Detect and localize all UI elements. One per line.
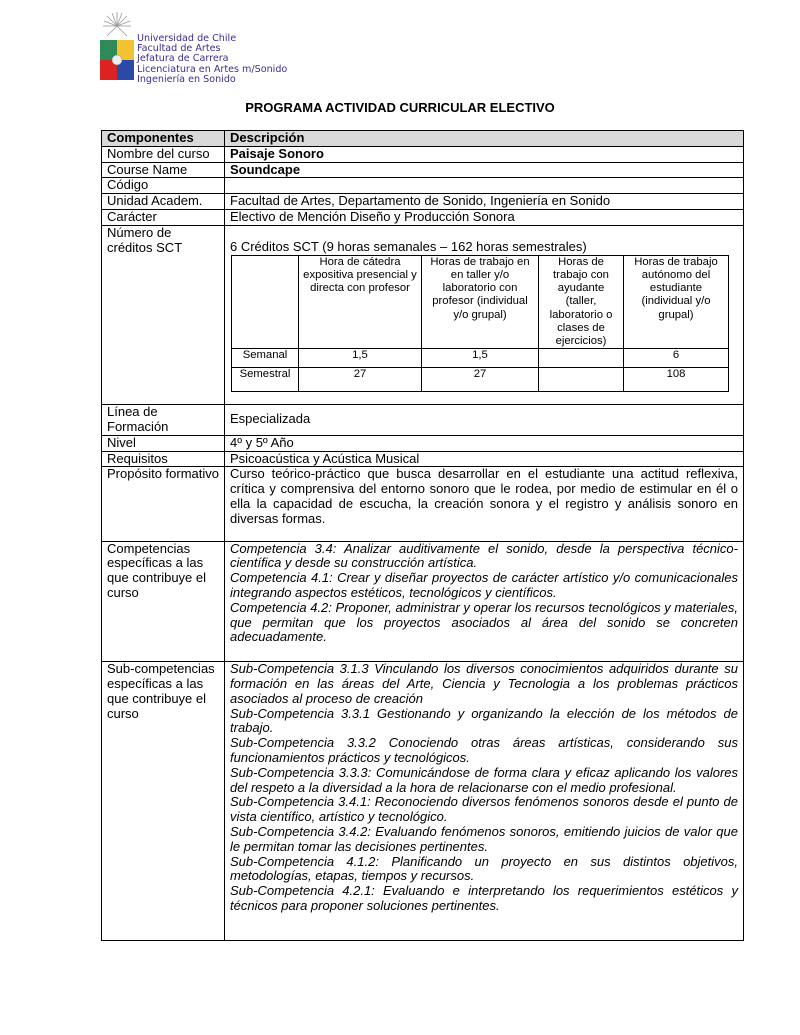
hours-cell: Semanal bbox=[232, 349, 299, 368]
competency-item: Competencia 4.2: Proponer, administrar y operar los recursos tecnológicos y materiales, que permitan que los proyectos asociados al área del sonido se concreten adecuadamente. bbox=[230, 599, 738, 645]
competency-item: Competencia 4.1: Crear y diseñar proyectos de carácter artístico y/o comunicacionales integrando aspectos estéticos, tecnológicos y científicos. bbox=[230, 570, 738, 600]
hours-row bbox=[232, 368, 729, 392]
row-value: Psicoacústica y Acústica Musical bbox=[225, 451, 744, 467]
table-row bbox=[102, 435, 744, 451]
logo-line: Licenciatura en Artes m/Sonido bbox=[137, 63, 288, 75]
table-row bbox=[102, 405, 744, 436]
row-value bbox=[225, 178, 744, 194]
header-description: Descripción bbox=[225, 131, 744, 147]
row-value bbox=[225, 225, 744, 404]
table-row bbox=[102, 225, 744, 404]
table-row bbox=[102, 162, 744, 178]
row-value: Paisaje Sonoro bbox=[225, 146, 744, 162]
row-label: Código bbox=[102, 178, 225, 194]
logo-line: Ingeniería en Sonido bbox=[137, 73, 236, 85]
logo-line: Universidad de Chile bbox=[137, 33, 237, 44]
row-value-text: Especializada bbox=[230, 411, 311, 427]
subcompetency-item: Sub-Competencia 3.4.2: Evaluando fenómenos sonoros, emitiendo juicios de valor que le permitan tomar las decisiones pertinentes. bbox=[230, 823, 738, 854]
subcompetency-item: Sub-Competencia 3.3.3: Comunicándose de forma clara y eficaz aplicando los valores del respeto a la diversidad a la hora de relacionarse con el medio profesional. bbox=[230, 764, 738, 795]
hours-header: Hora de cátedra expositiva presencial y directa con profesor bbox=[299, 255, 422, 348]
row-label: Nombre del curso bbox=[102, 146, 225, 162]
row-label: Course Name bbox=[102, 162, 225, 178]
hours-cell bbox=[539, 368, 624, 392]
row-value bbox=[225, 467, 744, 541]
hours-header: Horas de trabajo autónomo del estudiante (individual y/o grupal) bbox=[624, 255, 729, 348]
hours-cell: 108 bbox=[624, 368, 729, 392]
table-row bbox=[102, 467, 744, 541]
row-value bbox=[225, 541, 744, 662]
row-value bbox=[225, 662, 744, 941]
table-row bbox=[102, 194, 744, 210]
row-value: Electivo de Mención Diseño y Producción Sonora bbox=[225, 210, 744, 226]
subcompetency-item: Sub-Competencia 3.3.2 Conociendo otras áreas artísticas, considerando sus funcionamientos prácticos y tecnológicos. bbox=[230, 735, 738, 765]
table-header-row bbox=[102, 131, 744, 147]
hours-cell bbox=[539, 349, 624, 368]
hours-cell: 1,5 bbox=[422, 349, 539, 368]
row-value-text: Curso teórico-práctico que busca desarrollar en el estudiante una actitud reflexiva, crítica y comprensiva del entorno sonoro que le rodea, por medio de estimular en él o ella la capacidad de escucha, la creación sonora y el registro y análisis sonoro en diversas formas. bbox=[230, 466, 738, 526]
row-label: Número de créditos SCT bbox=[102, 225, 225, 404]
row-label: Requisitos bbox=[102, 451, 225, 467]
document-title: PROGRAMA ACTIVIDAD CURRICULAR ELECTIVO bbox=[245, 100, 555, 115]
row-value: Facultad de Artes, Departamento de Sonido, Ingeniería en Sonido bbox=[225, 194, 744, 210]
row-label: Línea de Formación bbox=[102, 405, 225, 436]
credits-text: 6 Créditos SCT (9 horas semanales – 162 horas semestrales) bbox=[230, 238, 587, 254]
table-row bbox=[102, 451, 744, 467]
logo-line: Jefatura de Carrera bbox=[137, 53, 229, 65]
hours-table bbox=[231, 255, 729, 392]
row-value: 4º y 5º Año bbox=[225, 435, 744, 451]
logo-text bbox=[137, 34, 287, 85]
row-value: Soundcape bbox=[225, 162, 744, 178]
row-label: Propósito formativo bbox=[102, 467, 225, 541]
hours-cell: 27 bbox=[299, 368, 422, 392]
subcompetency-item: Sub-Competencia 3.1.3 Vinculando los diversos conocimientos adquiridos durante su formación en las áreas del Arte, Ciencia y Tecnologia a los problemas prácticos asociados al proceso de creación bbox=[230, 661, 738, 706]
row-label: Nivel bbox=[102, 435, 225, 451]
header-components: Componentes bbox=[102, 131, 225, 147]
table-row bbox=[102, 146, 744, 162]
table-row bbox=[102, 662, 744, 941]
hours-cell: 6 bbox=[624, 349, 729, 368]
row-label: Carácter bbox=[102, 210, 225, 226]
table-row bbox=[102, 210, 744, 226]
row-label: Sub-competencias específicas a las que contribuye el curso bbox=[102, 662, 225, 941]
hours-cell: Semestral bbox=[232, 368, 299, 392]
row-label: Competencias específicas a las que contribuye el curso bbox=[102, 541, 225, 662]
logo-line: Facultad de Artes bbox=[137, 43, 221, 55]
row-label: Unidad Academ. bbox=[102, 194, 225, 210]
hours-cell: 1,5 bbox=[299, 349, 422, 368]
hours-header-row bbox=[232, 255, 729, 348]
table-row bbox=[102, 178, 744, 194]
hours-header bbox=[232, 255, 299, 348]
subcompetency-item: Sub-Competencia 4.1.2: Planificando un proyecto en sus distintos objetivos, metodologías, etapas, tiempos y recursos. bbox=[230, 853, 738, 884]
hours-header: Horas de trabajo con ayudante (taller, laboratorio o clases de ejercicios) bbox=[539, 255, 624, 348]
subcompetency-item: Sub-Competencia 4.2.1: Evaluando e interpretando los requerimientos estéticos y técnicos para proponer soluciones pertinentes. bbox=[230, 883, 738, 913]
table-row bbox=[102, 541, 744, 662]
hours-header: Horas de trabajo en en taller y/o laboratorio con profesor (individual y/o grupal) bbox=[422, 255, 539, 348]
row-value bbox=[225, 405, 744, 436]
hours-cell: 27 bbox=[422, 368, 539, 392]
hours-row bbox=[232, 349, 729, 368]
program-table bbox=[101, 130, 744, 941]
competency-item: Competencia 3.4: Analizar auditivamente el sonido, desde la perspectiva técnico-científica y desde su construcción artística. bbox=[230, 540, 738, 571]
subcompetency-item: Sub-Competencia 3.4.1: Reconociendo diversos fenómenos sonoros desde el punto de vista científico, artístico y tecnológico. bbox=[230, 794, 738, 825]
subcompetency-item: Sub-Competencia 3.3.1 Gestionando y organizando la elección de los métodos de trabajo. bbox=[230, 705, 738, 736]
